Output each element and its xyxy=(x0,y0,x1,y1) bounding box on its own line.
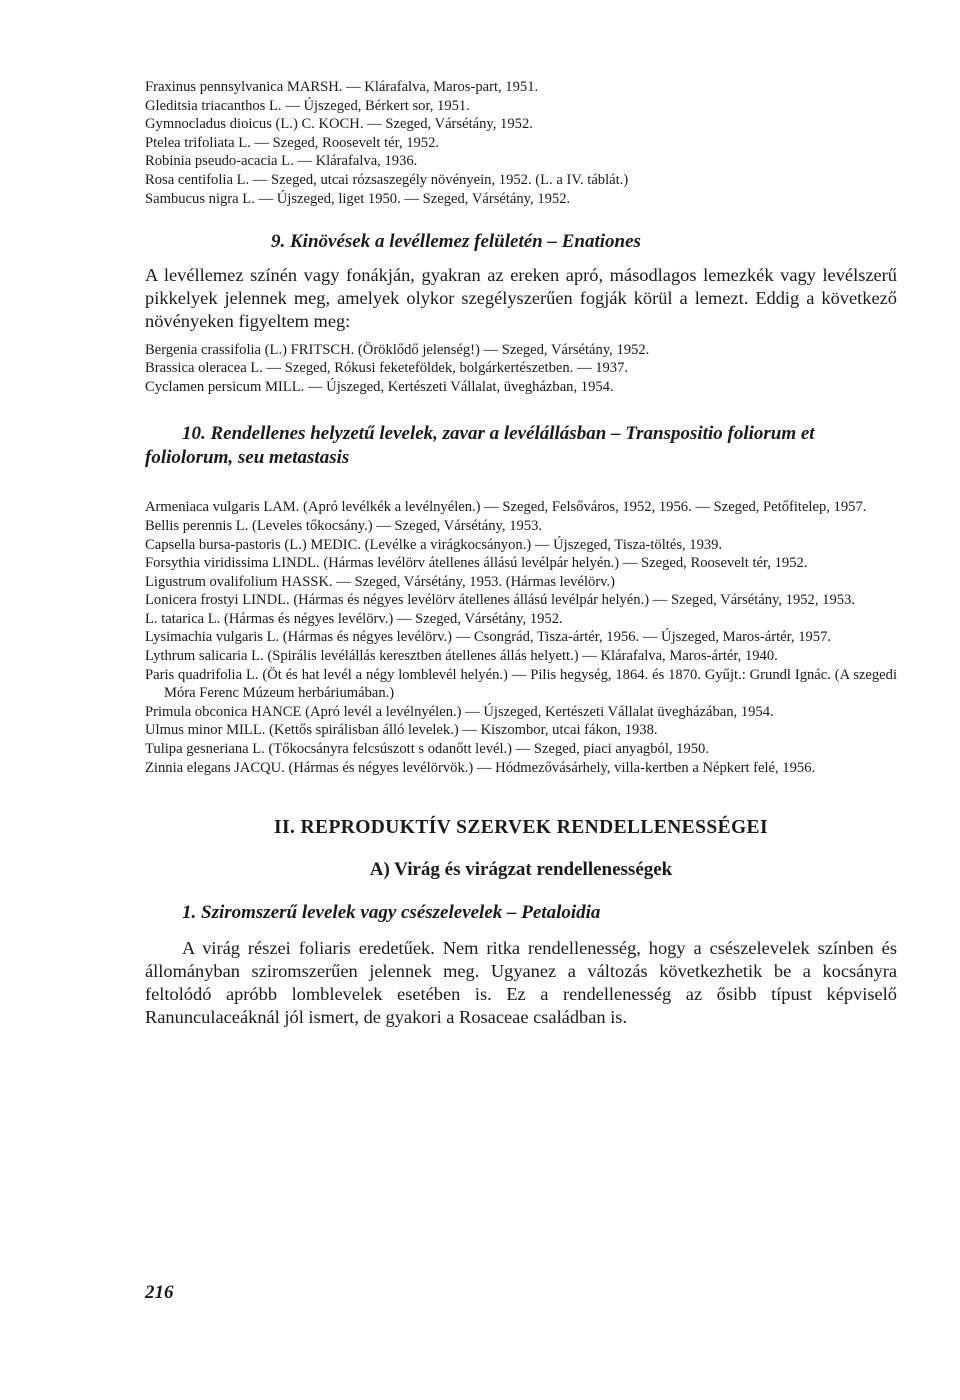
subsection-title: A) Virág és virágzat rendellenességek xyxy=(369,859,673,881)
list-item: Ulmus minor MILL. (Kettős spirálisban álló levelek.) — Kiszombor, utcai fákon, 1938. xyxy=(145,722,658,739)
page-number: 216 xyxy=(145,1282,174,1303)
list-item: Ptelea trifoliata L. — Szeged, Roosevelt tér, 1952. xyxy=(145,134,440,151)
list-item: L. tatarica L. (Hármas és négyes levélörv.) — Szeged, Vársétány, 1952. xyxy=(145,610,563,627)
list-item: Armeniaca vulgaris LAM. (Apró levélkék a levélnyélen.) — Szeged, Felsőváros, 1952, 1956. — Szeged, Petőfitelep, 1957. xyxy=(145,499,867,516)
part-title: II. REPRODUKTÍV SZERVEK RENDELLENESSÉGEI xyxy=(274,817,768,839)
list-item: Lysimachia vulgaris L. (Hármas és négyes levélörv.) — Csongrád, Tisza-ártér, 1956. — Újszeged, Maros-ártér, 1957. xyxy=(145,629,832,646)
list-item: Forsythia viridissima LINDL. (Hármas levélörv átellenes állású levélpár helyén.) — Szeged, Roosevelt tér, 1952. xyxy=(145,555,808,572)
list-item: Robinia pseudo-acacia L. — Klárafalva, 1936. xyxy=(145,153,418,170)
document-page xyxy=(145,78,897,1028)
list-item: Gymnocladus dioicus (L.) C. KOCH. — Szeged, Vársétány, 1952. xyxy=(145,116,533,133)
section-heading-10: 10. Rendellenes helyzetű levelek, zavar a levélállásban – Transpositio foliorum et foliolorum, seu metastasis xyxy=(145,423,815,469)
list-item: Lonicera frostyi LINDL. (Hármas és négyes levélörv átellenes állású levélpár helyén.) — Szeged, Vársétány, 1952, 1953. xyxy=(145,592,855,609)
list-item: Cyclamen persicum MILL. — Újszeged, Kertészeti Vállalat, üvegházban, 1954. xyxy=(145,378,614,395)
species-list-9 xyxy=(145,341,897,397)
list-item: Fraxinus pennsylvanica MARSH. — Klárafalva, Maros-part, 1951. xyxy=(145,79,539,95)
list-item: Rosa centifolia L. — Szeged, utcai rózsaszegély növényein, 1952. (L. a IV. táblát.) xyxy=(145,171,629,188)
list-item: Primula obconica HANCE (Apró levél a levélnyélen.) — Újszeged, Kertészeti Vállalat üvegházában, 1954. xyxy=(145,703,774,720)
list-item: Paris quadrifolia L. (Öt és hat levél a négy lomblevél helyén.) — Pilis hegység, 1864. és 1870. Gyűjt.: Grundl Ignác. (A szegedi Móra Ferenc Múzeum herbáriumában.) xyxy=(145,666,897,702)
list-item: Bellis perennis L. (Leveles tőkocsány.) — Szeged, Vársétány, 1953. xyxy=(145,517,543,534)
list-item: Tulipa gesneriana L. (Tőkocsányra felcsúszott s odanőtt levél.) — Szeged, piaci anyagból, 1950. xyxy=(145,741,710,758)
section-heading-petaloidia: 1. Sziromszerű levelek vagy csészelevelek – Petaloidia xyxy=(182,902,601,924)
list-item: Brassica oleracea L. — Szeged, Rókusi feketeföldek, bolgárkertészetben. — 1937. xyxy=(145,360,629,377)
list-item: Lythrum salicaria L. (Spirális levélállás keresztben átellenes állás helyett.) — Klárafalva, Maros-ártér, 1940. xyxy=(145,648,778,665)
list-item: Bergenia crassifolia (L.) FRITSCH. (Öröklődő jelenség!) — Szeged, Vársétány, 1952. xyxy=(145,341,650,358)
petaloidia-paragraph: A virág részei foliaris eredetűek. Nem ritka rendellenesség, hogy a csészelevelek színben és állományban sziromszerűen jelennek meg. Ugyanez a változás következhetik be a kocsányra feltolódó apróbb lomblevelek esetében is. Ez a rendellenesség az ősibb típust képviselő Ranunculaceáknál jól ismert, de gyakori a Rosaceae családban is. xyxy=(145,938,897,1027)
section-9-paragraph: A levéllemez színén vagy fonákján, gyakran az ereken apró, másodlagos lemezkék vagy levélszerű pikkelyek jelennek meg, amelyek olykor szegélyszerűen fogják körül a lemezt. Eddig a következő növényeken figyeltem meg: xyxy=(145,265,897,331)
list-item: Sambucus nigra L. — Újszeged, liget 1950. — Szeged, Vársétány, 1952. xyxy=(145,190,571,207)
list-item: Capsella bursa-pastoris (L.) MEDIC. (Levélke a virágkocsányon.) — Újszeged, Tisza-töltés, 1939. xyxy=(145,536,723,553)
species-list-top xyxy=(145,78,897,208)
list-item: Gleditsia triacanthos L. — Újszeged, Bérkert sor, 1951. xyxy=(145,97,470,114)
list-item: Zinnia elegans JACQU. (Hármas és négyes levélörvök.) — Hódmezővásárhely, villa-kertben a Népkert felé, 1956. xyxy=(145,759,816,776)
list-item: Ligustrum ovalifolium HASSK. — Szeged, Vársétány, 1953. (Hármas levélörv.) xyxy=(145,573,616,590)
section-heading-9: 9. Kinövések a levéllemez felületén – Enationes xyxy=(271,231,641,253)
species-list-10 xyxy=(145,498,897,777)
